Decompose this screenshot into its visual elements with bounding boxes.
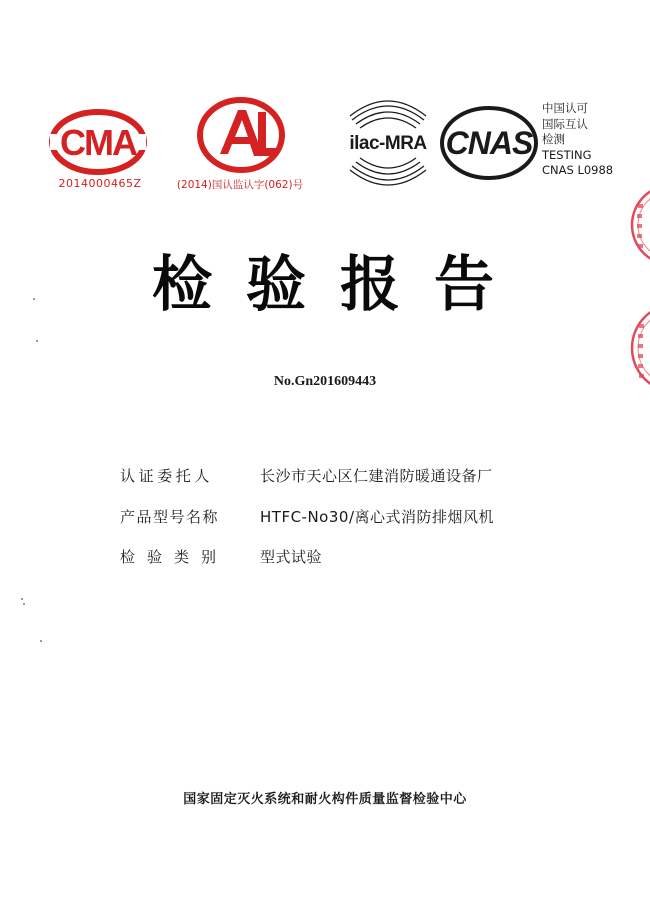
cal-logo xyxy=(196,96,286,174)
field-label: 认证委托人 xyxy=(120,467,214,485)
field-value: 长沙市天心区仁建消防暖通设备厂 xyxy=(260,467,493,485)
report-title: 检验报告 xyxy=(152,250,528,320)
cnas-logo-text: CNAS xyxy=(445,125,533,161)
cma-logo xyxy=(48,108,148,176)
cnas-line: CNAS L0988 xyxy=(542,163,614,177)
cal-certificate-code: (2014)国认监认字(062)号 xyxy=(176,179,304,191)
ilac-mra-logo-text: ilac-MRA xyxy=(349,133,427,154)
cma-logo-letters: CMA xyxy=(60,122,136,163)
field-label: 检验类别 xyxy=(120,548,229,566)
cnas-line: 检测 xyxy=(542,132,565,146)
cnas-accreditation-text xyxy=(542,101,650,179)
cnas-logo xyxy=(438,104,540,182)
cnas-line: TESTING xyxy=(542,147,592,162)
report-number: No.Gn201609443 xyxy=(273,374,377,389)
field-value: HTFC-No30/离心式消防排烟风机 xyxy=(260,508,494,526)
field-value: 型式试验 xyxy=(260,548,323,566)
issuing-organization: 国家固定灭火系统和耐火构件质量监督检验中心 xyxy=(183,792,467,807)
cnas-line: 国际互认 xyxy=(542,116,588,131)
ilac-mra-logo xyxy=(340,96,436,190)
cma-certificate-code: 2014000465Z xyxy=(58,177,142,190)
field-label: 产品型号名称 xyxy=(120,508,220,526)
cnas-line: 中国认可 xyxy=(542,101,588,115)
